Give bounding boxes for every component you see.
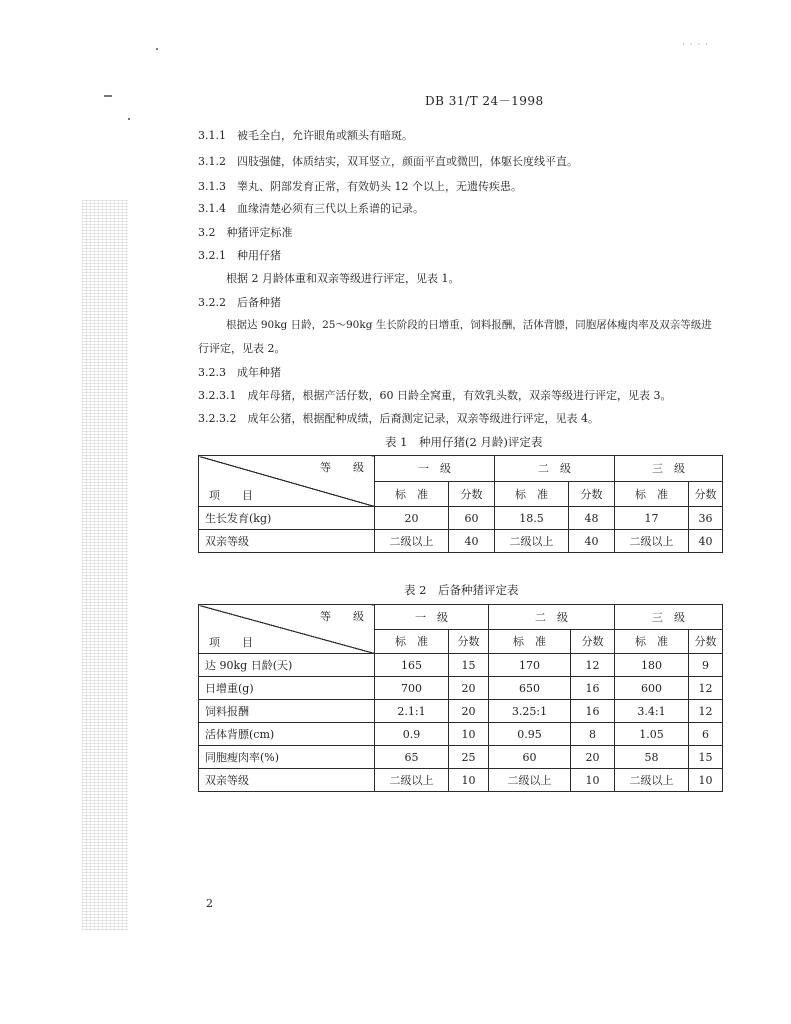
table1-header-corner [199, 456, 375, 507]
table1-caption: 表 1 种用仔猪(2 月龄)评定表 [385, 435, 543, 449]
table-cell: 15 [689, 746, 723, 769]
table-cell: 16 [571, 677, 615, 700]
table2-standard-header: 标 准 [375, 629, 449, 654]
table-cell: 60 [449, 507, 495, 530]
table1-grade-1-header: 一 级 [375, 456, 495, 482]
table2-row-item: 饲料报酬 [199, 700, 375, 723]
table1-row-item: 双亲等级 [199, 530, 375, 553]
clause-3-1-3: 3.1.3 睾丸、阴部发育正常，有效奶头 12 个以上，无遗传疾患。 [198, 180, 522, 193]
clause-3-1-4: 3.1.4 血缘清楚必须有三代以上系谱的记录。 [198, 202, 424, 215]
table-cell: 二级以上 [615, 769, 689, 792]
table-cell: 8 [571, 723, 615, 746]
table-cell: 0.95 [489, 723, 571, 746]
table1-grade-3-header: 三 级 [615, 456, 723, 482]
clause-3-1-1: 3.1.1 被毛全白，允许眼角或额头有暗斑。 [198, 129, 413, 142]
table1-score-header: 分数 [449, 481, 495, 507]
table-cell: 40 [449, 530, 495, 553]
table-cell: 二级以上 [615, 530, 689, 553]
table-cell: 12 [571, 654, 615, 677]
table-cell: 10 [571, 769, 615, 792]
table-cell: 10 [449, 769, 489, 792]
scan-artifact-strip [82, 200, 128, 930]
table2-row-item: 活体背膘(cm) [199, 723, 375, 746]
table-cell: 40 [689, 530, 723, 553]
table-cell: 1.05 [615, 723, 689, 746]
table-row [199, 700, 723, 723]
table2-grade-1-header: 一 级 [375, 605, 489, 630]
table-cell: 2.1:1 [375, 700, 449, 723]
table2-row-item: 日增重(g) [199, 677, 375, 700]
clause-3-2-2-text-cont: 行评定，见表 2。 [198, 342, 286, 355]
table2-corner-grade-label: 等 级 [320, 610, 364, 623]
table-cell: 18.5 [495, 507, 569, 530]
table-row [199, 769, 723, 792]
table-row [199, 654, 723, 677]
table1-corner-grade-label: 等 级 [320, 461, 364, 474]
clause-3-2-2-heading: 3.2.2 后备种猪 [198, 296, 281, 309]
table-cell: 9 [689, 654, 723, 677]
clause-3-2-1-text: 根据 2 月龄体重和双亲等级进行评定，见表 1。 [226, 272, 460, 285]
page-number: 2 [206, 897, 213, 910]
clause-3-2-1-heading: 3.2.1 种用仔猪 [198, 249, 281, 262]
table1-score-header: 分数 [689, 481, 723, 507]
table1-row-item: 生长发育(kg) [199, 507, 375, 530]
clause-3-1-2: 3.1.2 四肢强健，体质结实，双耳竖立，颜面平直或微凹，体躯长度线平直。 [198, 155, 578, 168]
table-cell: 10 [449, 723, 489, 746]
table-cell: 20 [571, 746, 615, 769]
table-cell: 二级以上 [375, 530, 449, 553]
table-cell: 17 [615, 507, 689, 530]
table2-corner-item-label: 项 目 [209, 636, 253, 649]
scan-top-mark: · · · · [682, 40, 710, 50]
table-cell: 6 [689, 723, 723, 746]
clause-3-2-2-text: 根据达 90kg 日龄，25～90kg 生长阶段的日增重，饲料报酬，活体背膘，同胞屠体瘦肉率及双亲等级进 [226, 319, 712, 331]
table2-row-item: 双亲等级 [199, 769, 375, 792]
scan-mark [128, 118, 130, 120]
document-code-header: DB 31/T 24－1998 [425, 94, 544, 108]
table1-grade-2-header: 二 级 [495, 456, 615, 482]
table-cell: 700 [375, 677, 449, 700]
table-cell: 48 [569, 507, 615, 530]
table-cell: 16 [571, 700, 615, 723]
clause-3-2-3-1: 3.2.3.1 成年母猪，根据产活仔数，60 日龄全窝重，有效乳头数，双亲等级进行评定，见表 3。 [198, 389, 672, 402]
table2-standard-header: 标 准 [489, 629, 571, 654]
table-cell: 60 [489, 746, 571, 769]
table-cell: 650 [489, 677, 571, 700]
table2-score-header: 分数 [571, 629, 615, 654]
table-row [199, 723, 723, 746]
table2-row-item: 同胞瘦肉率(%) [199, 746, 375, 769]
table1-standard-header: 标 准 [615, 481, 689, 507]
table-cell: 20 [375, 507, 449, 530]
table-cell: 二级以上 [375, 769, 449, 792]
table-cell: 65 [375, 746, 449, 769]
table2-score-header: 分数 [689, 629, 723, 654]
table2-caption: 表 2 后备种猪评定表 [404, 583, 519, 597]
scan-mark [104, 95, 112, 97]
scan-mark [156, 48, 158, 50]
table-cell: 58 [615, 746, 689, 769]
table2-grade-3-header: 三 级 [615, 605, 723, 630]
table1-standard-header: 标 准 [375, 481, 449, 507]
section-3-2-heading: 3.2 种猪评定标准 [198, 226, 293, 239]
table-cell: 10 [689, 769, 723, 792]
table-cell: 20 [449, 677, 489, 700]
clause-3-2-3-2: 3.2.3.2 成年公猪，根据配种成绩，后裔测定记录，双亲等级进行评定，见表 4。 [198, 412, 599, 425]
table-cell: 170 [489, 654, 571, 677]
table-cell: 0.9 [375, 723, 449, 746]
table2-standard-header: 标 准 [615, 629, 689, 654]
table-cell: 二级以上 [495, 530, 569, 553]
table-cell: 3.25:1 [489, 700, 571, 723]
table-row [199, 677, 723, 700]
table-row [199, 530, 723, 553]
table2-row-item: 达 90kg 日龄(天) [199, 654, 375, 677]
table-cell: 二级以上 [489, 769, 571, 792]
table1-score-header: 分数 [569, 481, 615, 507]
table2-header-corner [199, 605, 375, 654]
table-cell: 40 [569, 530, 615, 553]
table2-reserve-pig-grading [198, 604, 723, 792]
table-cell: 12 [689, 677, 723, 700]
table1-standard-header: 标 准 [495, 481, 569, 507]
table-cell: 15 [449, 654, 489, 677]
table-cell: 3.4:1 [615, 700, 689, 723]
table-row [199, 746, 723, 769]
table-cell: 600 [615, 677, 689, 700]
table1-corner-item-label: 项 目 [209, 489, 253, 502]
table-cell: 180 [615, 654, 689, 677]
table-cell: 20 [449, 700, 489, 723]
table-cell: 165 [375, 654, 449, 677]
table2-grade-2-header: 二 级 [489, 605, 615, 630]
table-cell: 36 [689, 507, 723, 530]
table1-piglet-grading [198, 455, 723, 553]
table-cell: 12 [689, 700, 723, 723]
clause-3-2-3-heading: 3.2.3 成年种猪 [198, 366, 281, 379]
table-row [199, 507, 723, 530]
table2-score-header: 分数 [449, 629, 489, 654]
table-cell: 25 [449, 746, 489, 769]
